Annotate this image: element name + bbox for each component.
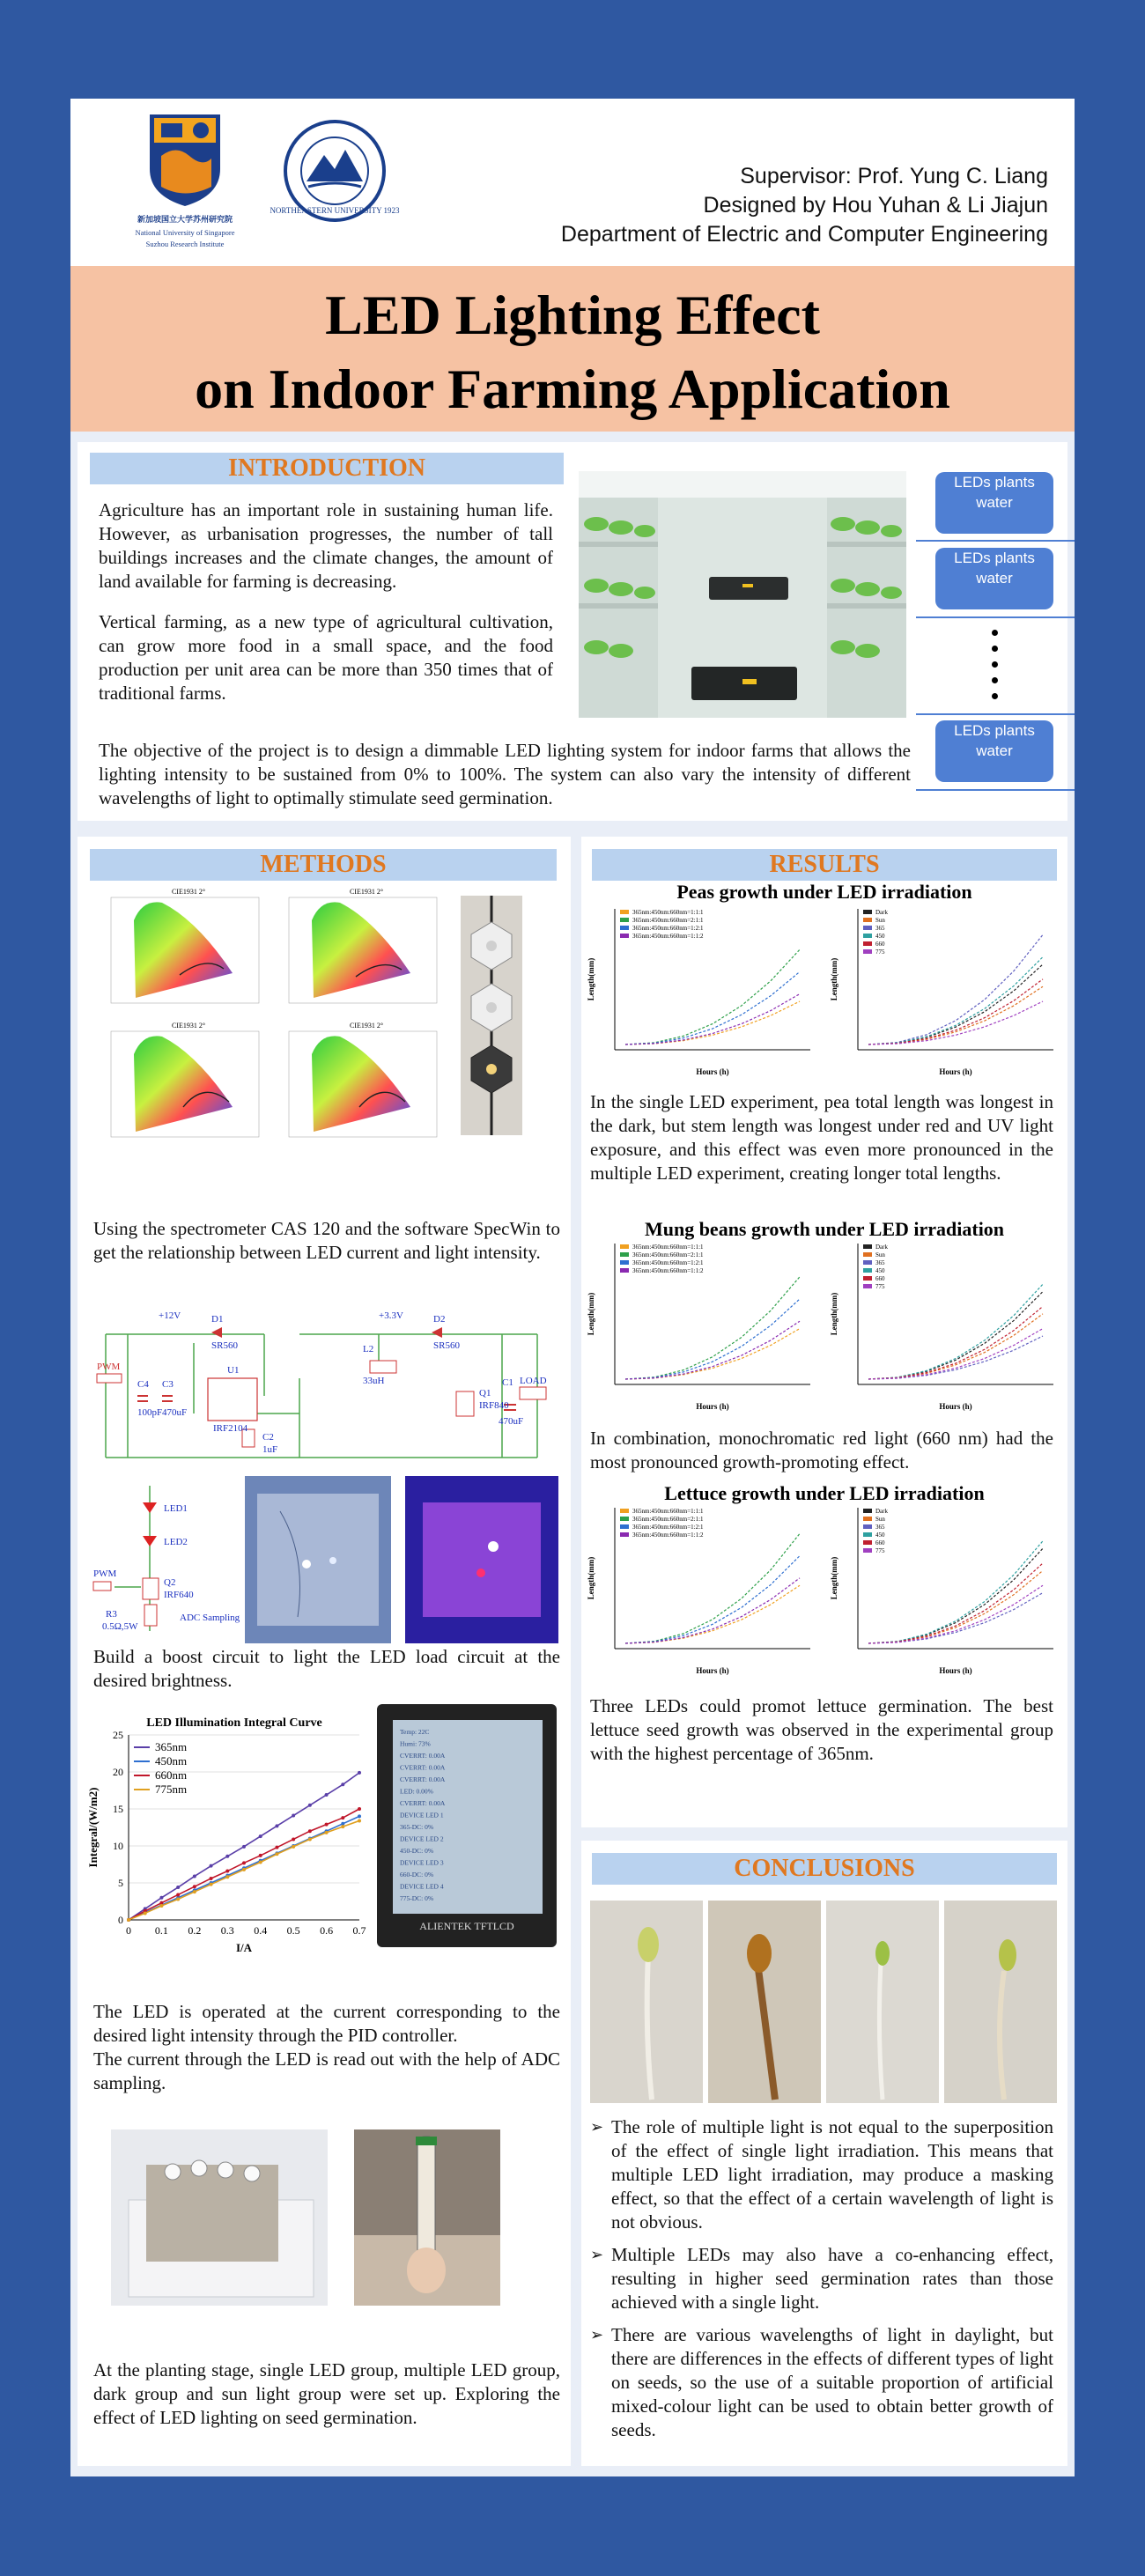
label-q2-model: IRF640: [164, 1590, 194, 1600]
data-point: [358, 1819, 361, 1822]
intro-paragraph-3: The objective of the project is to design a dimmable LED lighting system for indoor farms that allows the lighting intensity to be sustained from 0% to 100%. The system can also vary the intensity of different wavelengths of light to optimally stimulate seed germination.: [99, 740, 911, 808]
label-load: LOAD: [520, 1376, 547, 1386]
methods-heading: METHODS: [90, 849, 557, 881]
label-c4-value: 100pF: [137, 1407, 163, 1418]
data-point: [210, 1877, 213, 1880]
data-point: [325, 1793, 329, 1797]
label-c3-value: 470uF: [162, 1407, 188, 1418]
label-led1: LED1: [164, 1503, 188, 1514]
peas-title: Peas growth under LED irradiation: [676, 881, 972, 903]
y-tick-label: 5: [118, 1877, 123, 1889]
growth-series-line: [625, 1585, 800, 1643]
seed-tube-photo: [354, 2129, 500, 2306]
lcd-line: DEVICE LED 1: [400, 1811, 444, 1819]
data-point: [325, 1823, 329, 1827]
mini-legend-swatch: [863, 910, 872, 914]
stack-divider-3: [916, 713, 1075, 715]
stack-box-2-label: LEDs plants water: [954, 550, 1035, 587]
conclusions-heading: CONCLUSIONS: [592, 1853, 1057, 1885]
label-c3: C3: [162, 1379, 174, 1390]
y-tick-label: 25: [113, 1729, 123, 1741]
lcd-line: 660-DC: 0%: [400, 1871, 434, 1878]
mini-legend-label: Sun: [875, 1516, 885, 1523]
arrow-bullet-icon: ➢: [590, 2326, 604, 2343]
stack-box-3: [935, 720, 1053, 782]
mini-legend-label: 365: [875, 925, 885, 932]
data-point: [159, 1896, 163, 1900]
conclusion-text: The role of multiple light is not equal to the superposition of the effect of single light irradiation. This means that multiple LED light irradiation, may produce a masking effect, so that the effect of a certain wavelength of light is not obvious.: [611, 2116, 1053, 2233]
mini-y-label: Length(mm): [587, 1292, 595, 1336]
data-point: [225, 1875, 229, 1878]
title-line1: LED Lighting Effect: [325, 284, 820, 346]
header: [70, 99, 1075, 266]
mini-legend-label: Sun: [875, 917, 885, 924]
conclusion-text: Multiple LEDs may also have a co-enhancing effect, resulting in higher seed germination rates than those achieved with a single light.: [611, 2244, 1053, 2313]
data-point: [341, 1783, 344, 1786]
mini-x-label: Hours (h): [696, 1666, 729, 1675]
designers: Designed by Hou Yuhan & Li Jiajun: [703, 193, 1048, 218]
mini-legend-label: 365nm:450nm:660nm=2:1:1: [632, 917, 704, 924]
mini-legend-label: Dark: [875, 909, 888, 916]
data-point: [176, 1893, 180, 1896]
mini-legend-label: 450: [875, 1267, 885, 1274]
mini-legend-swatch: [620, 1244, 629, 1249]
data-point: [193, 1874, 196, 1878]
mini-legend-swatch: [863, 1517, 872, 1521]
lcd-brand: ALIENTEK TFTLCD: [419, 1920, 514, 1932]
x-tick-label: 0.1: [154, 1924, 168, 1937]
methods-paragraph-2: Build a boost circuit to light the LED load circuit at the desired brightness.: [93, 1646, 560, 1691]
mini-x-label: Hours (h): [696, 1067, 729, 1076]
mini-y-label: Length(mm): [587, 1556, 595, 1600]
cie-plot-4: [289, 1022, 437, 1137]
mini-legend-label: 365: [875, 1259, 885, 1266]
growth-series-line: [868, 1001, 1043, 1044]
mini-legend-label: 365nm:450nm:660nm=1:2:1: [632, 1259, 704, 1266]
data-point: [292, 1814, 295, 1818]
data-point: [358, 1814, 361, 1818]
data-point: [193, 1885, 196, 1888]
label-c2-value: 1uF: [262, 1444, 278, 1455]
data-point: [275, 1824, 278, 1827]
mung-text: In combination, monochromatic red light (660 nm) had the most pronounced growth-promoting effect.: [590, 1428, 1053, 1473]
label-l2: L2: [363, 1344, 374, 1354]
x-tick-label: 0.7: [352, 1924, 366, 1937]
data-point: [341, 1816, 344, 1819]
x-tick-label: 0.4: [254, 1924, 268, 1937]
data-point: [242, 1845, 246, 1849]
data-point: [176, 1886, 180, 1889]
x-axis-label: I/A: [235, 1941, 253, 1954]
growth-series-line: [868, 1563, 1043, 1643]
data-point: [292, 1845, 295, 1849]
chart-title: LED Illumination Integral Curve: [146, 1716, 322, 1730]
data-point: [259, 1860, 262, 1864]
lcd-line: 775-DC: 0%: [400, 1894, 434, 1902]
mini-legend-label: 365nm:450nm:660nm=1:1:1: [632, 1508, 704, 1515]
mini-legend-label: 365nm:450nm:660nm=1:1:1: [632, 1244, 704, 1251]
mini-legend-swatch: [863, 949, 872, 954]
mini-legend-swatch: [863, 934, 872, 938]
stack-divider-2: [916, 616, 1075, 618]
mini-legend-label: 365nm:450nm:660nm=1:1:1: [632, 909, 704, 916]
vertical-farm-photo: [579, 471, 906, 718]
data-point: [275, 1852, 278, 1856]
introduction-heading: INTRODUCTION: [90, 453, 564, 484]
methods-paragraph-5: At the planting stage, single LED group, multiple LED group, dark group and sun light group were set up. Exploring the effect of LED lighting on seed germination.: [93, 2359, 560, 2428]
growth-series-line: [868, 964, 1043, 1044]
label-adc: ADC Sampling: [180, 1613, 240, 1623]
data-point: [259, 1854, 262, 1857]
lettuce-text: Three LEDs could promot lettuce germination. The best lettuce seed growth was observed in the experimental group with the highest percentage of 365nm.: [590, 1695, 1053, 1764]
growth-series-line: [868, 1593, 1043, 1643]
methods-paragraph-3: The LED is operated at the current corresponding to the desired light intensity through the PID controller.: [93, 2001, 560, 2046]
label-12v: +12V: [159, 1310, 181, 1321]
growth-series-line: [868, 979, 1043, 1044]
cie-title-4: CIE1931 2°: [349, 1022, 384, 1030]
lcd-line: CVERRT: 0.00A: [400, 1799, 446, 1807]
data-point: [176, 1897, 180, 1901]
lcd-line: Temp: 22C: [400, 1728, 430, 1736]
mini-y-label: Length(mm): [587, 957, 595, 1001]
mini-legend-swatch: [620, 918, 629, 922]
mini-legend-swatch: [620, 1517, 629, 1521]
label-r3: R3: [106, 1609, 117, 1620]
y-tick-label: 0: [118, 1914, 123, 1926]
label-c1-value: 470uF: [499, 1416, 524, 1427]
planting-tray-photo: [111, 2129, 328, 2306]
label-led2: LED2: [164, 1537, 188, 1547]
growth-series-line: [868, 1314, 1043, 1379]
mini-legend-swatch: [863, 1548, 872, 1553]
poster-title: [70, 278, 1075, 426]
data-point: [144, 1911, 147, 1915]
mini-x-label: Hours (h): [939, 1666, 972, 1675]
mini-y-label: Length(mm): [830, 1292, 838, 1336]
department: Department of Electric and Computer Engineering: [560, 222, 1048, 247]
mini-legend-swatch: [863, 918, 872, 922]
methods-paragraph-4: The current through the LED is read out with the help of ADC sampling.: [93, 2048, 560, 2093]
data-point: [159, 1904, 163, 1908]
label-c2: C2: [262, 1432, 274, 1443]
mini-legend-label: 365nm:450nm:660nm=1:1:2: [632, 1532, 704, 1539]
label-c4: C4: [137, 1379, 149, 1390]
mini-legend-label: 365nm:450nm:660nm=2:1:1: [632, 1516, 704, 1523]
growth-series-line: [868, 1585, 1043, 1643]
x-tick-label: 0.5: [286, 1924, 300, 1937]
label-q1-model: IRF840: [479, 1400, 509, 1411]
data-point: [308, 1829, 312, 1833]
mini-y-label: Length(mm): [830, 1556, 838, 1600]
stack-box-2: [935, 548, 1053, 609]
label-q1: Q1: [479, 1388, 491, 1399]
label-pwm: PWM: [97, 1362, 121, 1372]
mini-legend-swatch: [620, 1268, 629, 1273]
mini-legend-label: 775: [875, 1547, 885, 1554]
mini-x-label: Hours (h): [939, 1402, 972, 1411]
cie-title-1: CIE1931 2°: [171, 888, 206, 896]
label-pwm-2: PWM: [93, 1568, 117, 1579]
growth-series-line: [625, 1277, 800, 1379]
mini-legend-swatch: [863, 1252, 872, 1257]
mini-legend-label: 660: [875, 1539, 885, 1546]
stack-ellipsis-dot: [992, 677, 998, 683]
data-point: [210, 1864, 213, 1868]
data-point: [275, 1846, 278, 1849]
mini-legend-swatch: [863, 926, 872, 930]
label-d2: D2: [433, 1314, 446, 1325]
mini-legend-swatch: [863, 1540, 872, 1545]
lcd-line: 365-DC: 0%: [400, 1823, 434, 1831]
mini-legend-label: 365: [875, 1524, 885, 1531]
x-tick-label: 0.2: [188, 1924, 202, 1937]
x-tick-label: 0.6: [320, 1924, 334, 1937]
growth-series-line: [868, 1548, 1043, 1643]
stack-ellipsis-dot: [992, 693, 998, 699]
stack-ellipsis-dot: [992, 646, 998, 652]
growth-series-line: [625, 1001, 800, 1044]
intro-paragraph-2: Vertical farming, as a new type of agricultural cultivation, can grow more food in a small space, and the food production per unit area can be more than 350 times that of traditional farms.: [99, 611, 553, 704]
stack-box-1: [935, 472, 1053, 534]
stack-divider-4: [916, 789, 1075, 791]
seedling-photo-4: [944, 1901, 1057, 2103]
growth-series-line: [625, 949, 800, 1044]
growth-series-line: [625, 1299, 800, 1379]
mini-legend-label: 365nm:450nm:660nm=1:2:1: [632, 925, 704, 932]
legend-label: 365nm: [155, 1740, 188, 1753]
led-blue-photo: [245, 1476, 391, 1643]
lcd-line: DEVICE LED 3: [400, 1858, 444, 1867]
led-driver-schematic: [88, 1481, 238, 1640]
credits: [561, 162, 1048, 249]
mini-legend-swatch: [620, 910, 629, 914]
label-q2: Q2: [164, 1577, 176, 1588]
mini-legend-swatch: [620, 926, 629, 930]
data-point: [210, 1883, 213, 1886]
results-growth-charts: [585, 900, 1064, 1675]
lcd-line: CVERRT: 0.00A: [400, 1763, 446, 1772]
results-heading: RESULTS: [592, 849, 1057, 881]
mini-legend-label: Dark: [875, 1508, 888, 1515]
mini-legend-swatch: [620, 1260, 629, 1265]
growth-series-line: [625, 1321, 800, 1379]
mini-legend-swatch: [620, 1524, 629, 1529]
label-l2-value: 33uH: [363, 1376, 385, 1386]
growth-series-line: [625, 1578, 800, 1643]
x-tick-label: 0.3: [220, 1924, 234, 1937]
data-point: [242, 1868, 246, 1871]
nus-logo: [128, 107, 242, 257]
title-line2: on Indoor Farming Application: [195, 358, 950, 420]
peas-text: In the single LED experiment, pea total length was longest in the dark, but stem length was longest under red and UV light exposure, and this effect was even more pronounced in the multiple LED experiment, creating longer total lengths.: [590, 1091, 1053, 1184]
legend-label: 660nm: [155, 1768, 188, 1782]
mini-legend-label: 775: [875, 948, 885, 956]
mini-legend-swatch: [863, 1284, 872, 1288]
data-point: [242, 1861, 246, 1864]
seedlings-photos: [590, 1901, 1057, 2103]
y-tick-label: 15: [113, 1803, 123, 1815]
conclusion-text: There are various wavelengths of light in daylight, but there are differences in the effects of different types of light on seeds, so the use of a suitable proportion of artificial mixed-colour light can be used to obtain better growth of seeds.: [611, 2324, 1053, 2440]
mini-y-label: Length(mm): [830, 957, 838, 1001]
lcd-line: LED: 0.00%: [400, 1787, 433, 1796]
mung-title: Mung beans growth under LED irradiation: [644, 1218, 1005, 1240]
label-33v: +3.3V: [379, 1310, 403, 1321]
growth-series-line: [868, 1336, 1043, 1379]
lcd-line: Humi: 73%: [400, 1739, 431, 1748]
data-point: [358, 1771, 361, 1775]
mini-legend-swatch: [863, 1509, 872, 1513]
logo2-text: NORTHEASTERN UNIVERSITY 1923: [270, 206, 400, 215]
mini-legend-label: 365nm:450nm:660nm=1:1:2: [632, 933, 704, 940]
methods-paragraph-1: Using the spectrometer CAS 120 and the software SpecWin to get the relationship between LED current and light intensity.: [93, 1218, 560, 1263]
seedling-photo-1: [590, 1901, 703, 2103]
y-axis-label: Integral/(W/m2): [86, 1787, 100, 1868]
mini-x-label: Hours (h): [696, 1402, 729, 1411]
data-point: [308, 1837, 312, 1841]
growth-series-line: [868, 1292, 1043, 1379]
mini-legend-swatch: [620, 1509, 629, 1513]
cie-plot-2: [289, 888, 437, 1003]
stack-box-3-label: LEDs plants water: [954, 722, 1035, 759]
data-point: [358, 1807, 361, 1811]
data-point: [193, 1890, 196, 1893]
data-point: [259, 1834, 262, 1838]
mini-x-label: Hours (h): [939, 1067, 972, 1076]
conclusion-item: [590, 2115, 1053, 2234]
mini-legend-swatch: [620, 1532, 629, 1537]
lcd-line: DEVICE LED 2: [400, 1834, 444, 1843]
arrow-bullet-icon: ➢: [590, 2246, 604, 2263]
mini-legend-swatch: [863, 1524, 872, 1529]
mini-legend-label: 365nm:450nm:660nm=1:2:1: [632, 1524, 704, 1531]
mini-legend-swatch: [620, 1252, 629, 1257]
data-point: [292, 1837, 295, 1841]
legend-label: 775nm: [155, 1783, 188, 1796]
neu-logo: [270, 118, 400, 224]
arrow-bullet-icon: ➢: [590, 2118, 604, 2136]
mini-legend-label: 660: [875, 941, 885, 948]
stack-ellipsis-dot: [992, 630, 998, 636]
conclusion-item: [590, 2323, 1053, 2442]
lcd-line: CVERRT: 0.00A: [400, 1752, 446, 1760]
data-point: [325, 1831, 329, 1834]
label-d2-model: SR560: [433, 1340, 460, 1351]
growth-series-line: [625, 994, 800, 1044]
stack-divider-1: [916, 540, 1075, 542]
logo1-line1: 新加坡国立大学苏州研究院: [137, 215, 233, 224]
y-tick-label: 10: [113, 1840, 123, 1852]
mini-legend-swatch: [863, 1244, 872, 1249]
label-c1: C1: [502, 1377, 513, 1388]
lcd-line: DEVICE LED 4: [400, 1882, 444, 1891]
cie-title-2: CIE1931 2°: [349, 888, 384, 896]
label-r3-value: 0.5Ω,5W: [102, 1621, 138, 1632]
cie-plot-3: [111, 1022, 259, 1137]
mini-legend-label: 450: [875, 1532, 885, 1539]
label-u1: U1: [227, 1365, 240, 1376]
conclusion-item: [590, 2243, 1053, 2314]
mini-legend-swatch: [863, 1532, 872, 1537]
data-point: [308, 1804, 312, 1807]
growth-series-line: [625, 1329, 800, 1379]
mini-legend-label: 775: [875, 1283, 885, 1290]
mini-legend-swatch: [620, 934, 629, 938]
led-module-photo: [461, 896, 522, 1135]
logo1-line2: National University of Singapore: [135, 228, 235, 237]
mini-legend-label: 450: [875, 933, 885, 940]
mini-legend-label: 365nm:450nm:660nm=2:1:1: [632, 1251, 704, 1258]
integral-curve-chart: [85, 1709, 375, 1964]
label-d1: D1: [211, 1314, 224, 1325]
mini-legend-label: 365nm:450nm:660nm=1:1:2: [632, 1267, 704, 1274]
seedling-photo-3: [826, 1901, 939, 2103]
lcd-line: 450-DC: 0%: [400, 1847, 434, 1855]
growth-series-line: [868, 1329, 1043, 1379]
x-tick-label: 0: [126, 1924, 131, 1937]
stack-box-1-label: LEDs plants water: [954, 474, 1035, 511]
mini-legend-swatch: [863, 941, 872, 946]
lcd-line: CVERRT: 0.00A: [400, 1775, 446, 1783]
mini-legend-swatch: [863, 1260, 872, 1265]
data-point: [341, 1825, 344, 1828]
led-purple-photo: [405, 1476, 558, 1643]
legend-label: 450nm: [155, 1754, 188, 1768]
mini-legend-label: Dark: [875, 1244, 888, 1251]
label-d1-model: SR560: [211, 1340, 238, 1351]
mini-legend-swatch: [863, 1276, 872, 1281]
data-point: [225, 1855, 229, 1858]
seedling-photo-2: [708, 1901, 821, 2103]
cie-title-3: CIE1931 2°: [171, 1022, 206, 1030]
y-tick-label: 20: [113, 1766, 123, 1778]
conclusions-list: [590, 2115, 1053, 2451]
title-band: [70, 266, 1075, 432]
mini-legend-label: 660: [875, 1275, 885, 1282]
intro-paragraph-1: Agriculture has an important role in sustaining human life. However, as urbanisation progresses, the number of tall buildings increases and the climate changes, the amount of land available for farming is decreasing.: [99, 499, 553, 592]
cie-plot-1: [111, 888, 259, 1003]
growth-series-line: [625, 1533, 800, 1643]
mini-legend-swatch: [863, 1268, 872, 1273]
stack-ellipsis-dot: [992, 661, 998, 668]
data-point: [127, 1918, 130, 1922]
growth-series-line: [868, 986, 1043, 1044]
logo1-line3: Suzhou Research Institute: [145, 240, 225, 248]
growth-series-line: [868, 934, 1043, 1044]
label-u1-model: IRF2104: [213, 1423, 248, 1434]
supervisor: Supervisor: Prof. Yung C. Liang: [740, 164, 1048, 188]
lettuce-title: Lettuce growth under LED irradiation: [664, 1482, 985, 1504]
mini-legend-label: Sun: [875, 1251, 885, 1258]
boost-circuit-schematic: [88, 1308, 564, 1471]
lcd-display-photo: [377, 1704, 557, 1947]
cie-diagrams: [92, 885, 451, 1149]
data-point: [225, 1870, 229, 1873]
